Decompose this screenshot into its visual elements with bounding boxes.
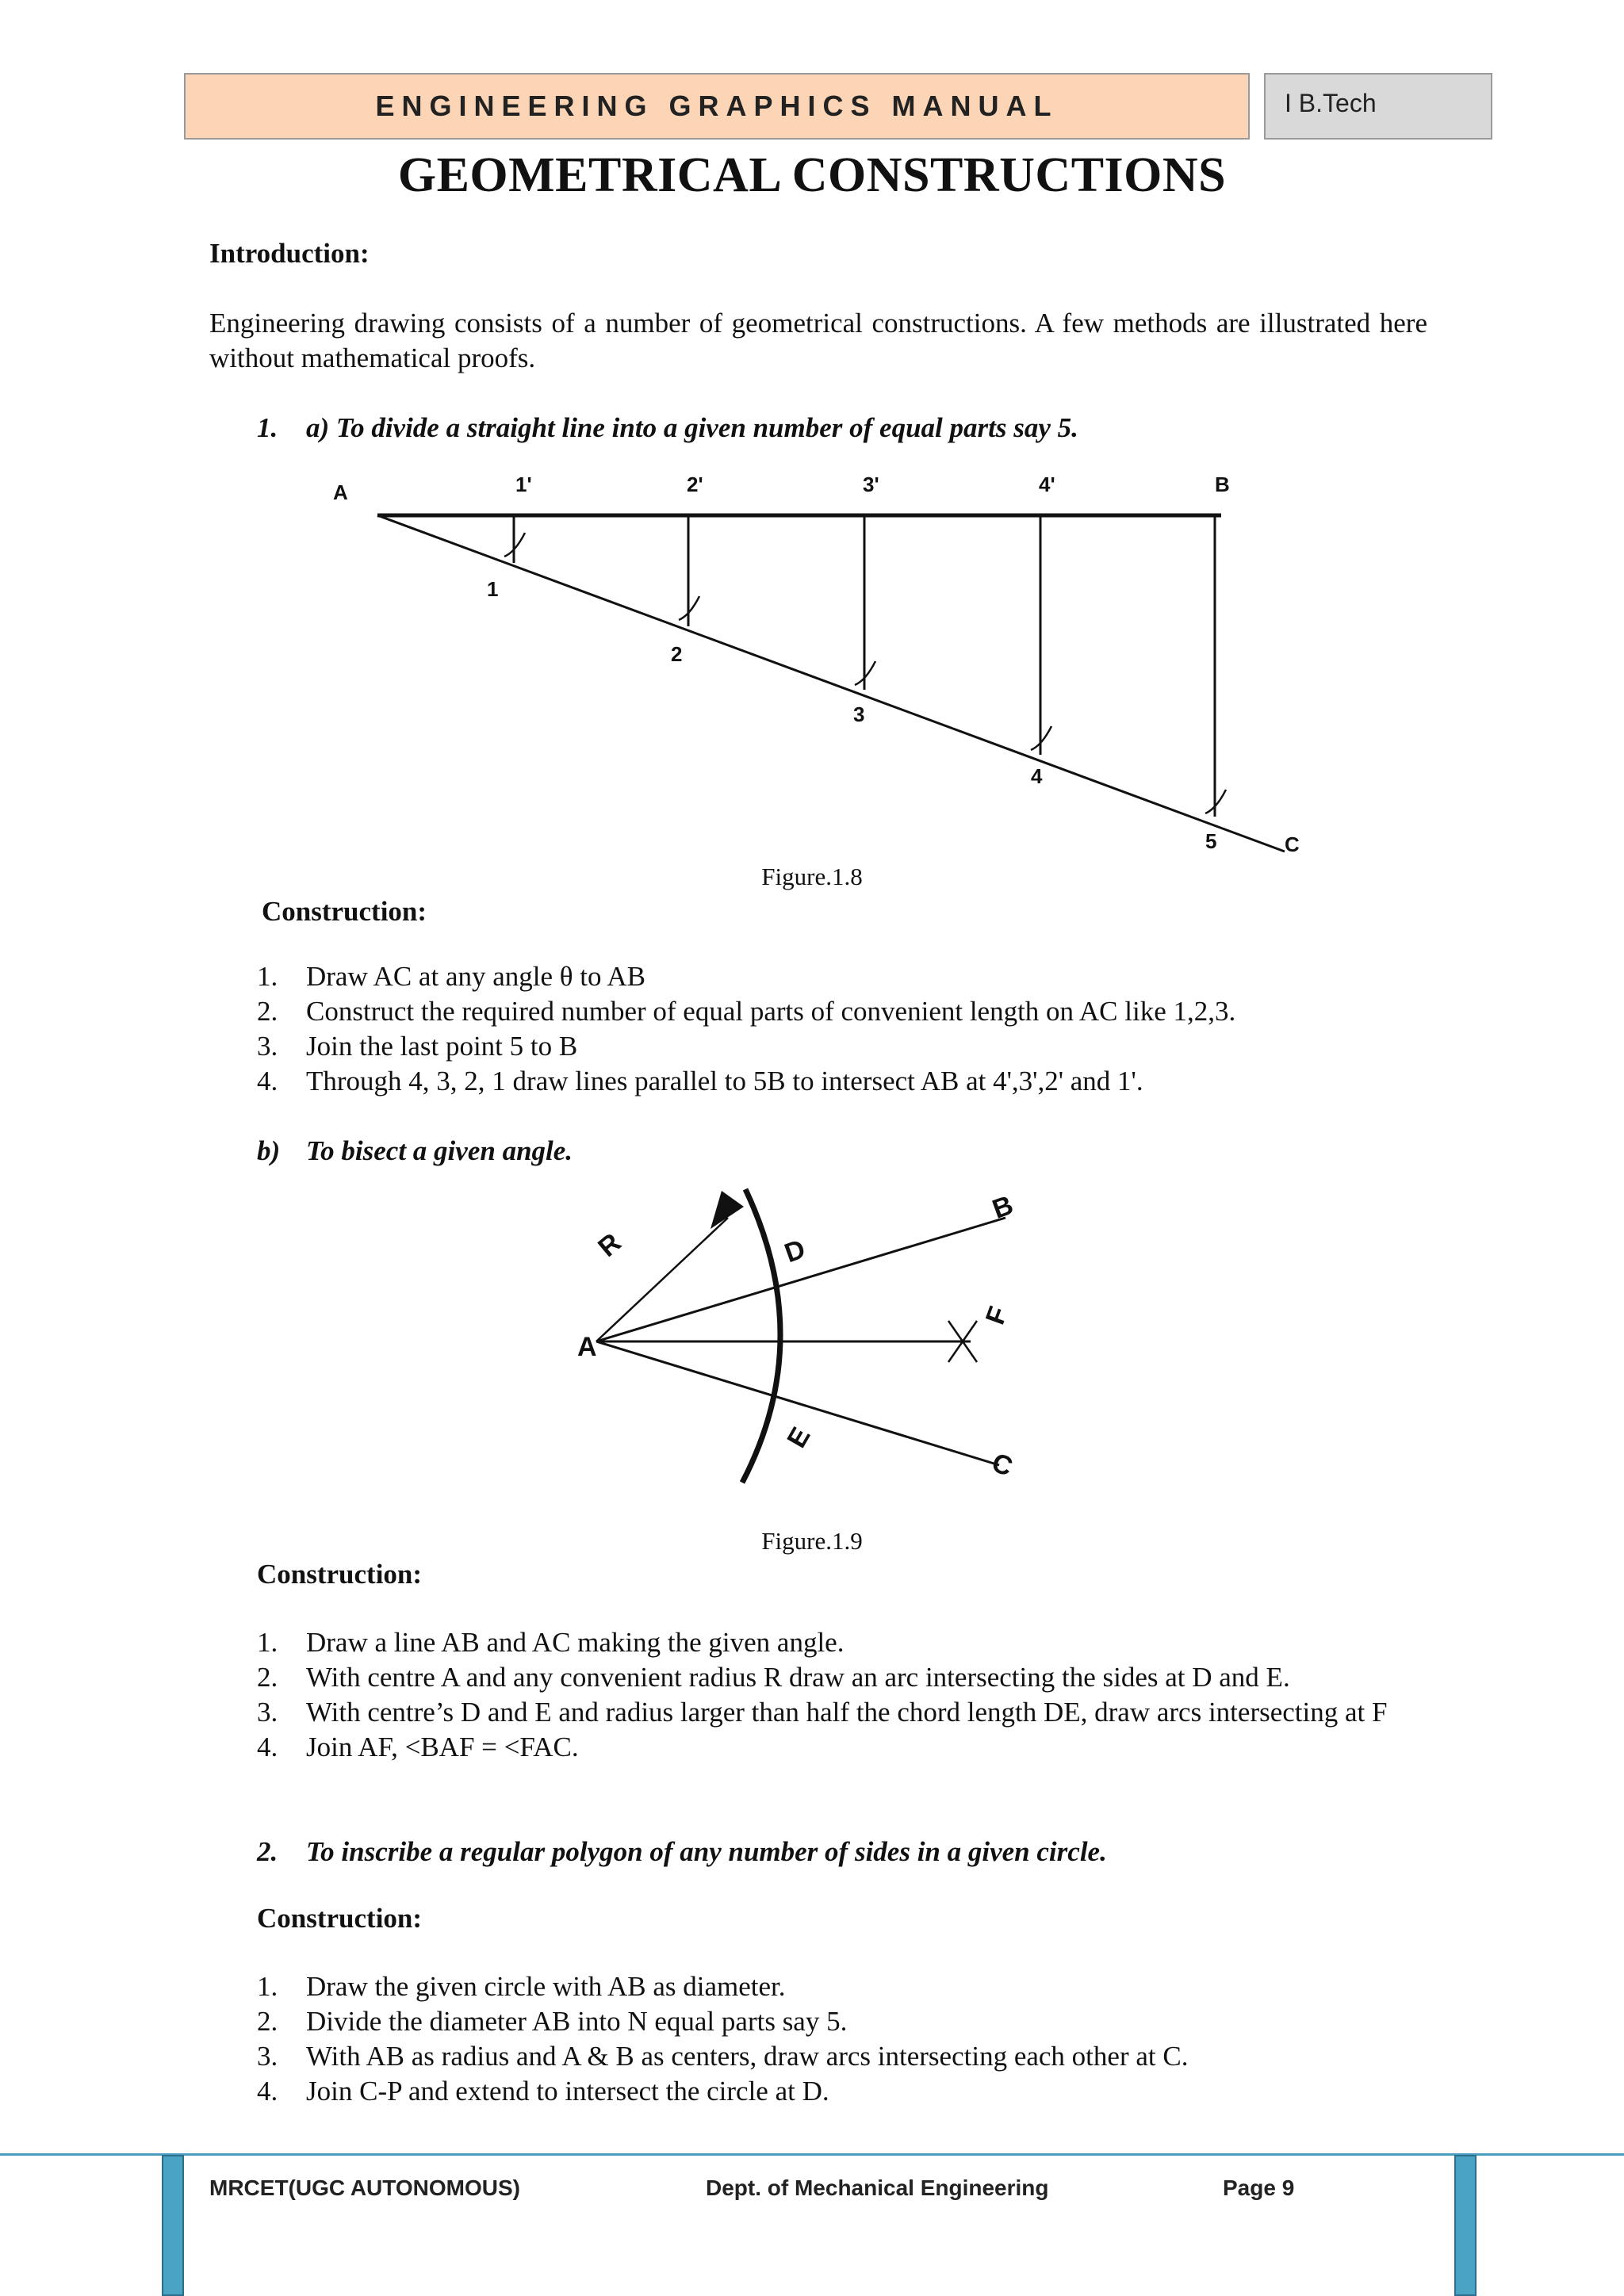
radius-arrowhead bbox=[710, 1191, 744, 1229]
step-number: 3. bbox=[257, 1031, 278, 1062]
list-item bbox=[257, 1730, 1434, 1765]
figure-1-8-divide-line bbox=[317, 468, 1316, 864]
label-2-prime: 2' bbox=[687, 473, 703, 496]
manual-title-banner bbox=[184, 73, 1250, 140]
section-2-steps bbox=[257, 1969, 1434, 2109]
footer-page-number: Page 9 bbox=[1223, 2175, 1295, 2200]
list-item bbox=[257, 2039, 1434, 2074]
step-number: 2. bbox=[257, 1662, 278, 1693]
introduction-text: Engineering drawing consists of a number of geometrical constructions. A few methods are illustrated here without mathematical proofs. bbox=[209, 308, 1427, 373]
step-number: 2. bbox=[257, 2006, 278, 2037]
step-text: Draw a line AB and AC making the given angle. bbox=[306, 1627, 845, 1658]
list-item bbox=[257, 1660, 1434, 1695]
section-1a-construction-heading: Construction: bbox=[262, 896, 427, 927]
footer-institution: MRCET(UGC AUTONOMOUS) bbox=[209, 2175, 520, 2200]
label-5: 5 bbox=[1205, 829, 1217, 853]
step-number: 4. bbox=[257, 1066, 278, 1096]
step-text: Draw the given circle with AB as diameter. bbox=[306, 1971, 786, 2002]
page-title: GEOMETRICAL CONSTRUCTIONS bbox=[397, 148, 1227, 202]
section-1b-construction-heading: Construction: bbox=[257, 1559, 423, 1590]
label-d: D bbox=[780, 1234, 810, 1269]
list-item bbox=[257, 1064, 1431, 1099]
label-4-prime: 4' bbox=[1039, 473, 1055, 496]
footer-divider bbox=[0, 2153, 1624, 2156]
step-number: 1. bbox=[257, 1627, 278, 1658]
step-number: 2. bbox=[257, 996, 278, 1027]
list-item bbox=[257, 1029, 1431, 1064]
label-b: B bbox=[1215, 473, 1230, 496]
list-item bbox=[257, 1625, 1434, 1660]
label-f: F bbox=[979, 1303, 1014, 1329]
step-number: 4. bbox=[257, 2076, 278, 2107]
section-2-title: To inscribe a regular polygon of any number of sides in a given circle. bbox=[306, 1836, 1107, 1867]
label-c: C bbox=[1285, 832, 1300, 856]
step-text: Join the last point 5 to B bbox=[306, 1031, 578, 1062]
step-text: With centre’s D and E and radius larger than half the chord length DE, draw arcs intersecting at F bbox=[306, 1697, 1388, 1728]
label-a: A bbox=[333, 480, 348, 504]
list-item bbox=[257, 2004, 1434, 2039]
line-ab bbox=[596, 1218, 1005, 1341]
step-number: 3. bbox=[257, 2041, 278, 2072]
list-item bbox=[257, 1969, 1434, 2004]
footer-department: Dept. of Mechanical Engineering bbox=[706, 2175, 1049, 2200]
step-text: Divide the diameter AB into N equal parts say 5. bbox=[306, 2006, 848, 2037]
figure-1-8-caption: Figure.1.8 bbox=[761, 863, 863, 890]
label-r: R bbox=[592, 1227, 627, 1264]
step-text: With centre A and any convenient radius R draw an arc intersecting the sides at D and E. bbox=[306, 1662, 1290, 1693]
label-b: B bbox=[988, 1189, 1017, 1225]
arc-de bbox=[742, 1189, 780, 1483]
label-1: 1 bbox=[487, 577, 499, 601]
label-1-prime: 1' bbox=[515, 473, 532, 496]
introduction-heading: Introduction: bbox=[209, 238, 370, 269]
manual-title: ENGINEERING GRAPHICS MANUAL bbox=[375, 90, 1059, 122]
step-number: 1. bbox=[257, 1971, 278, 2002]
step-number: 1. bbox=[257, 961, 278, 992]
step-text: With AB as radius and A & B as centers, draw arcs intersecting each other at C. bbox=[306, 2041, 1189, 2072]
list-item bbox=[257, 1695, 1434, 1730]
section-1b-steps bbox=[257, 1625, 1434, 1765]
label-e: E bbox=[781, 1422, 817, 1453]
label-2: 2 bbox=[671, 642, 683, 666]
figure-1-9-caption: Figure.1.9 bbox=[761, 1527, 863, 1555]
step-text: Join AF, <BAF = <FAC. bbox=[306, 1732, 579, 1762]
list-item bbox=[257, 994, 1431, 1029]
course-label: I B.Tech bbox=[1285, 89, 1377, 117]
section-2-construction-heading: Construction: bbox=[257, 1903, 423, 1934]
step-text: Through 4, 3, 2, 1 draw lines parallel to 5B to intersect AB at 4',3',2' and 1'. bbox=[306, 1066, 1143, 1096]
list-item bbox=[257, 2074, 1434, 2109]
course-badge bbox=[1264, 73, 1492, 140]
step-number: 4. bbox=[257, 1732, 278, 1762]
label-4: 4 bbox=[1031, 764, 1043, 788]
label-a: A bbox=[577, 1332, 597, 1362]
footer-left-accent-bar bbox=[162, 2155, 184, 2296]
section-1b-title: To bisect a given angle. bbox=[306, 1135, 573, 1166]
section-1a-number: 1. bbox=[257, 412, 278, 443]
label-c: C bbox=[987, 1447, 1017, 1483]
figure-1-9-bisect-angle bbox=[555, 1181, 1063, 1498]
label-3-prime: 3' bbox=[863, 473, 879, 496]
step-text: Construct the required number of equal parts of convenient length on AC like 1,2,3. bbox=[306, 996, 1236, 1027]
section-1a-title: a) To divide a straight line into a given number of equal parts say 5. bbox=[306, 412, 1078, 443]
line-ac bbox=[377, 515, 1285, 851]
list-item bbox=[257, 959, 1431, 994]
radius-line bbox=[596, 1218, 728, 1341]
section-1b-number: b) bbox=[257, 1135, 281, 1166]
label-3: 3 bbox=[853, 702, 865, 726]
section-2-number: 2. bbox=[257, 1836, 278, 1867]
step-text: Draw AC at any angle θ to AB bbox=[306, 961, 645, 992]
step-text: Join C-P and extend to intersect the circle at D. bbox=[306, 2076, 829, 2107]
step-number: 3. bbox=[257, 1697, 278, 1728]
section-1a-steps bbox=[257, 959, 1431, 1099]
footer-right-accent-bar bbox=[1454, 2155, 1477, 2296]
